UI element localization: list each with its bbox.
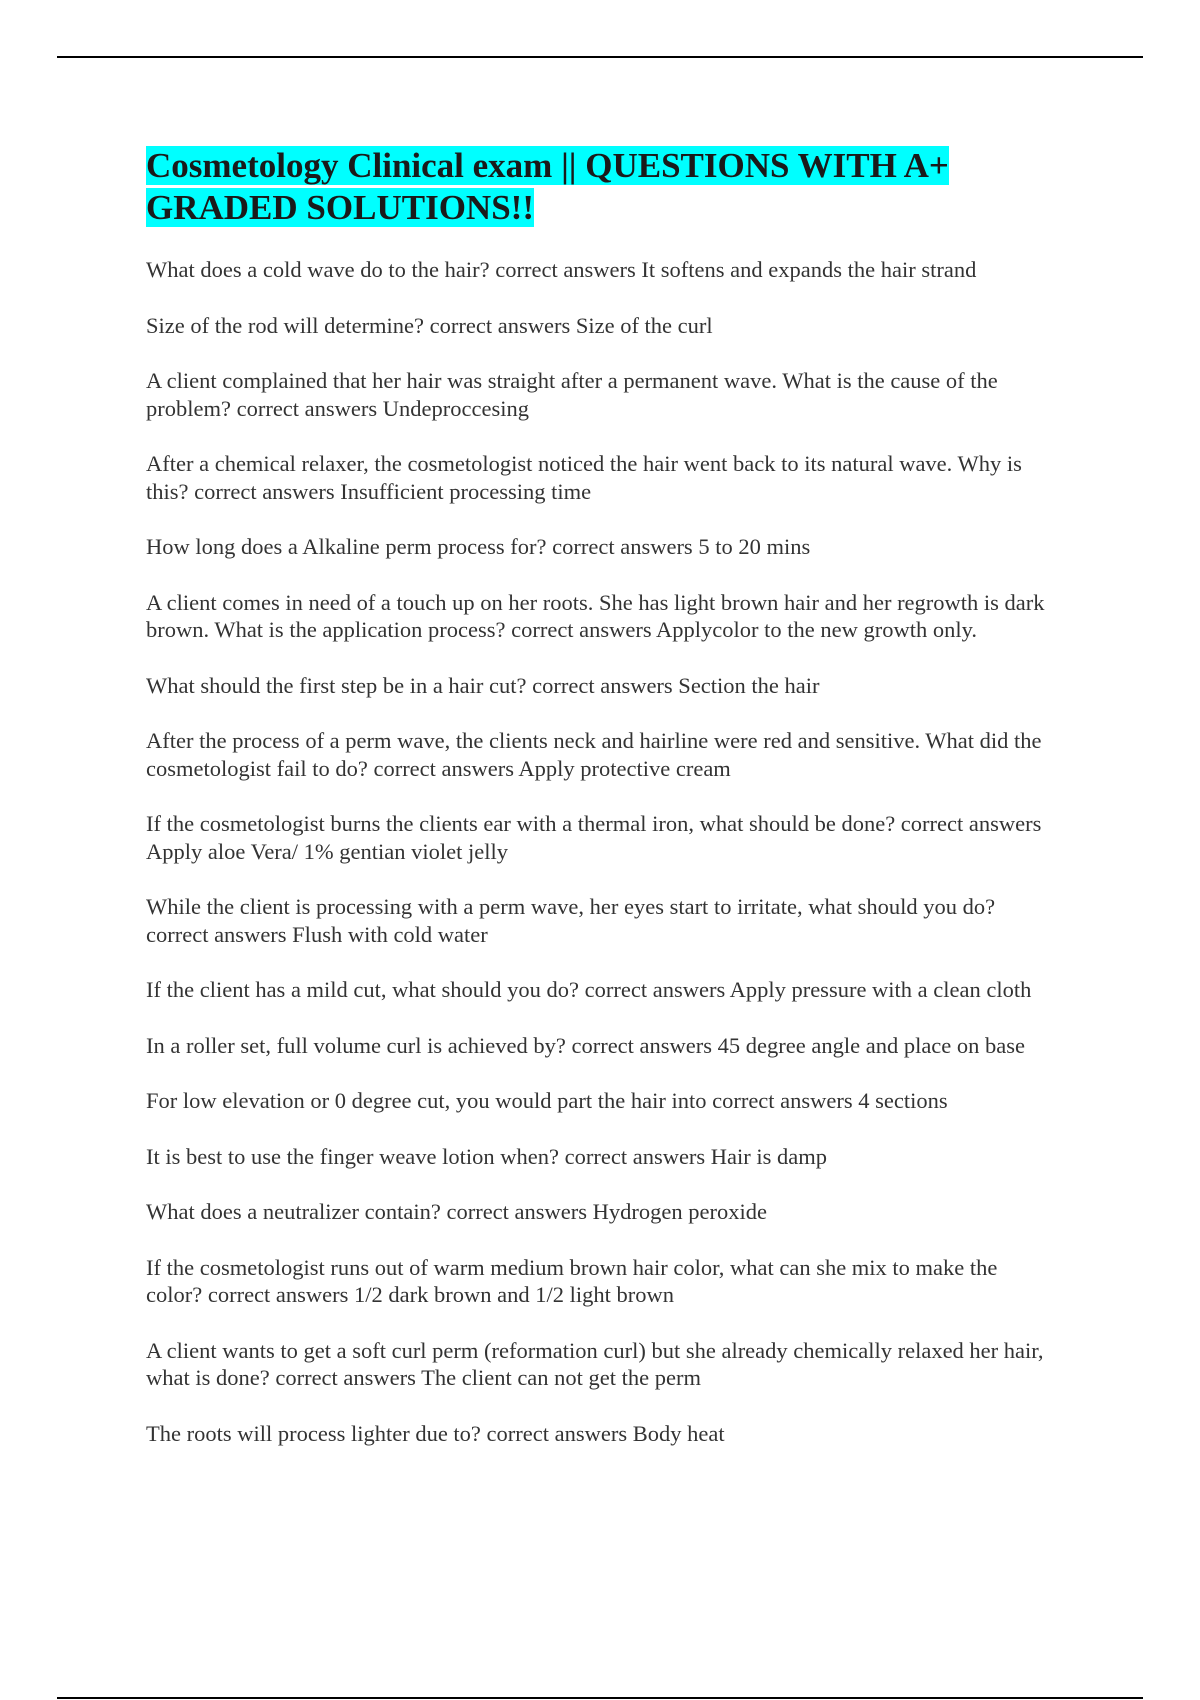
qa-item [146,256,1051,284]
qa-text: If the client has a mild cut, what should you do? correct answers Apply pressure with a clean cloth [146,977,1032,1002]
qa-text: A client wants to get a soft curl perm (reformation curl) but she already chemically relaxed her hair, what is done? correct answers The client can not get the perm [146,1337,1044,1390]
qa-item [146,450,1051,505]
qa-item [146,727,1051,782]
qa-item [146,672,1051,700]
qa-text: In a roller set, full volume curl is achieved by? correct answers 45 degree angle and place on base [146,1032,1026,1058]
qa-item [146,1337,1051,1392]
qa-text: After the process of a perm wave, the clients neck and hairline were red and sensitive. What did the cosmetologist fail to do? correct answers Apply protective cream [146,728,1042,781]
qa-item [146,1420,1051,1448]
qa-list [146,256,1051,1447]
qa-text: It is best to use the finger weave lotion when? correct answers Hair is damp [146,1143,828,1169]
qa-item [146,1198,1051,1226]
qa-text: After a chemical relaxer, the cosmetologist noticed the hair went back to its natural wave. Why is this? correct answers Insufficient processing time [146,451,1022,504]
qa-item [146,1032,1051,1060]
qa-text: What does a neutralizer contain? correct answers Hydrogen peroxide [146,1199,767,1224]
qa-item [146,312,1051,340]
qa-item [146,1143,1051,1171]
qa-text: If the cosmetologist burns the clients ear with a thermal iron, what should be done? correct answers Apply aloe Vera/ 1% gentian violet jelly [146,811,1042,864]
qa-text: How long does a Alkaline perm process for? correct answers 5 to 20 mins [146,534,811,559]
qa-item [146,367,1051,422]
qa-text: While the client is processing with a perm wave, her eyes start to irritate, what should you do? correct answers Flush with cold water [146,894,996,947]
document-title [146,145,1051,229]
title-highlight: Cosmetology Clinical exam || QUESTIONS WITH A+ GRADED SOLUTIONS!! [146,146,949,227]
qa-item [146,533,1051,561]
qa-item [146,1254,1051,1309]
qa-item [146,589,1051,644]
qa-text: What should the first step be in a hair cut? correct answers Section the hair [146,672,820,698]
footer-rule [57,1697,1143,1699]
qa-item [146,810,1051,865]
qa-text: If the cosmetologist runs out of warm medium brown hair color, what can she mix to make the color? correct answers 1/2 dark brown and 1/2 light brown [146,1254,998,1307]
document-body [146,145,1051,1475]
qa-text: A client comes in need of a touch up on her roots. She has light brown hair and her regrowth is dark brown. What is the application process? correct answers Applycolor to the new growth only. [146,589,1045,642]
header-rule [57,56,1143,58]
qa-item [146,976,1051,1004]
qa-text: A client complained that her hair was straight after a permanent wave. What is the cause of the problem? correct answers Undeproccesing [146,368,998,421]
qa-text: For low elevation or 0 degree cut, you would part the hair into correct answers 4 sections [146,1088,948,1113]
qa-item [146,1087,1051,1115]
qa-text: What does a cold wave do to the hair? correct answers It softens and expands the hair strand [146,257,977,282]
qa-item [146,893,1051,948]
qa-text: The roots will process lighter due to? correct answers Body heat [146,1420,725,1446]
qa-text: Size of the rod will determine? correct answers Size of the curl [146,312,713,338]
